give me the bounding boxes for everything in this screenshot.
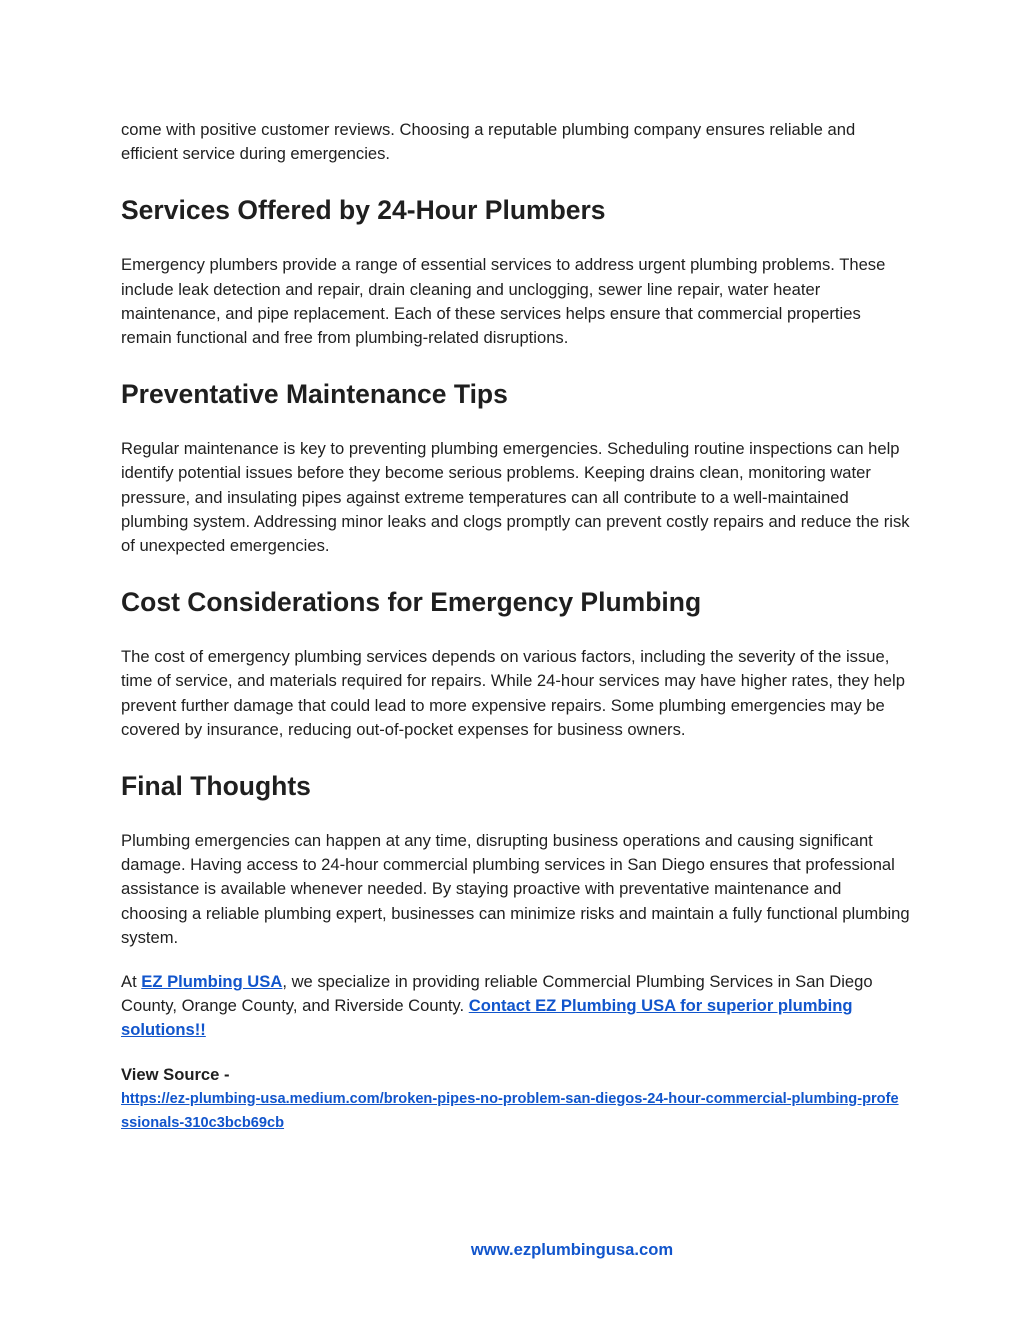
heading-cost: Cost Considerations for Emergency Plumbing <box>121 587 702 618</box>
company-link[interactable]: EZ Plumbing USA <box>141 972 283 992</box>
cta-prefix: At <box>121 972 142 992</box>
paragraph-maintenance: Regular maintenance is key to preventing plumbing emergencies. Scheduling routine inspections can help identify potential issues before they become serious problems. Keeping drains clean, monitoring water pressure, and insulating pipes against extreme temperatures can all contribute to a well-maintained plumbing system. Addressing minor leaks and clogs promptly can prevent costly repairs and reduce the risk of unexpected emergencies. <box>121 439 910 556</box>
source-url-paragraph <box>121 1087 905 1135</box>
cta-paragraph <box>121 970 911 1043</box>
paragraph-cost: The cost of emergency plumbing services depends on various factors, including the severity of the issue, time of service, and materials required for repairs. While 24-hour services may have higher rates, they help prevent further damage that could lead to more expensive repairs. Some plumbing emergencies may be covered by insurance, reducing out-of-pocket expenses for business owners. <box>121 647 905 739</box>
intro-paragraph: come with positive customer reviews. Choosing a reputable plumbing company ensures reliable and efficient service during emergencies. <box>121 120 856 164</box>
website-link[interactable]: www.ezplumbingusa.com <box>470 1240 674 1259</box>
paragraph-services: Emergency plumbers provide a range of essential services to address urgent plumbing problems. These include leak detection and repair, drain cleaning and unclogging, sewer line repair, water heater maintenance, and pipe replacement. Each of these services helps ensure that commercial properties remain functional and free from plumbing-related disruptions. <box>121 255 886 348</box>
document-body <box>121 118 911 1135</box>
footer-website <box>0 1240 1024 1260</box>
cta-middle: , we specialize in providing reliable Commercial Plumbing Services in San Diego County, Orange County, and Riverside County. <box>121 972 873 1016</box>
source-label: View Source - <box>121 1064 230 1084</box>
heading-services: Services Offered by 24-Hour Plumbers <box>121 195 606 226</box>
contact-link[interactable]: Contact EZ Plumbing USA for superior plumbing solutions!! <box>121 996 853 1040</box>
source-link[interactable]: https://ez-plumbing-usa.medium.com/broken-pipes-no-problem-san-diegos-24-hour-commercial-plumbing-professionals-310c3bcb69cb <box>121 1090 899 1131</box>
heading-maintenance: Preventative Maintenance Tips <box>121 379 508 410</box>
paragraph-final-thoughts: Plumbing emergencies can happen at any time, disrupting business operations and causing significant damage. Having access to 24-hour commercial plumbing services in San Diego ensures that professional assistance is available whenever needed. By staying proactive with preventative maintenance and choosing a reliable plumbing expert, businesses can minimize risks and maintain a fully functional plumbing system. <box>121 831 910 947</box>
heading-final-thoughts: Final Thoughts <box>121 771 311 802</box>
